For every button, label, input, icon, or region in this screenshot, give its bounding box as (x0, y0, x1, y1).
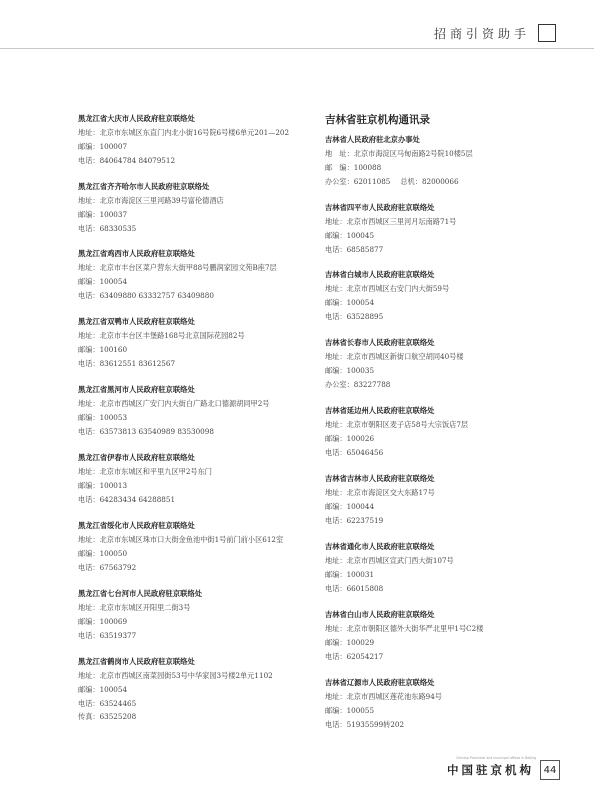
phone-line (325, 243, 565, 257)
field-label: 电话： (325, 583, 347, 593)
postcode-line (325, 296, 565, 310)
office-name: 吉林省延边州人民政府驻京联络处 (325, 406, 435, 415)
office-name: 吉林省辽源市人民政府驻京联络处 (325, 678, 435, 687)
address-line (78, 465, 318, 479)
field-value: 北京市西城区南菜园街53号中华家园3号楼2单元1102 (99, 671, 273, 680)
phone-line (78, 357, 318, 371)
office-name: 黑龙江省齐齐哈尔市人民政府驻京联络处 (78, 182, 210, 191)
field-value: 68585877 (346, 244, 384, 254)
address-line (325, 486, 565, 500)
address-line (78, 126, 318, 140)
office-entry (78, 655, 318, 724)
fax-line (78, 710, 318, 724)
field-value: 100031 (346, 569, 375, 579)
field-value: 65046456 (346, 447, 384, 457)
field-value: 北京市东城区珠市口大街金鱼池中街1号前门前小区612室 (99, 535, 284, 544)
field-label: 地址： (78, 603, 100, 612)
field-label: 电话： (78, 155, 100, 165)
header-title: 招商引资助手 (433, 26, 530, 41)
field-value: 北京市海淀区交大东路17号 (346, 488, 435, 497)
office-entry (78, 451, 318, 506)
field-label: 邮编： (78, 209, 100, 219)
field-value: 北京市朝阳区麦子店58号大宗饭店7层 (346, 420, 469, 429)
office-phone-line (325, 378, 565, 392)
field-label: 电话： (78, 358, 100, 368)
field-value: 63573813 63540989 83530098 (99, 426, 214, 436)
phone-line (325, 718, 565, 732)
field-label: 邮编： (325, 637, 347, 647)
phone-line (78, 425, 318, 439)
field-value: 63519377 (99, 630, 137, 640)
postcode-line (325, 229, 565, 243)
field-value: 63525208 (99, 712, 137, 722)
office-entry (78, 587, 318, 642)
field-label: 邮编： (78, 684, 100, 694)
phone-line (78, 289, 318, 303)
office-name: 吉林省通化市人民政府驻京联络处 (325, 542, 435, 551)
office-name: 黑龙江省七台河市人民政府驻京联络处 (78, 589, 203, 598)
field-label: 邮编： (325, 433, 347, 443)
field-label: 邮编： (78, 412, 100, 422)
field-value: 100029 (346, 637, 375, 647)
field-label: 电话： (78, 426, 100, 436)
phone-line (325, 514, 565, 528)
address-line (325, 690, 565, 704)
address-line (78, 669, 318, 683)
office-name: 黑龙江省双鸭市人民政府驻京联络处 (78, 317, 195, 326)
postcode-line (325, 432, 565, 446)
phone-line (78, 493, 318, 507)
address-line (325, 554, 565, 568)
field-label: 办公室： (325, 176, 354, 186)
field-label: 地址： (78, 128, 100, 137)
address-line (78, 601, 318, 615)
address-line (78, 329, 318, 343)
field-value: 66015808 (346, 583, 384, 593)
field-value: 62237519 (346, 515, 384, 525)
field-label: 邮编： (78, 616, 100, 626)
office-entry (78, 315, 318, 370)
field-value: 64283434 64288851 (99, 494, 176, 504)
field-label: 电话： (325, 311, 347, 321)
field-value: 68330535 (99, 223, 137, 233)
field-label: 电话： (325, 244, 347, 254)
office-name: 黑龙江省伊春市人民政府驻京联络处 (78, 453, 195, 462)
footer-note-text: Chinese Provincial and municipal offices in Beijing (456, 756, 536, 760)
field-label: 电话： (78, 494, 100, 504)
office-phone-line (325, 175, 565, 189)
field-label: 电话： (325, 515, 347, 525)
postcode-line (78, 411, 318, 425)
field-value: 北京市丰台区丰堡路168号北京国际花园82号 (99, 331, 245, 340)
field-value: 100050 (99, 548, 128, 558)
office-entry (325, 336, 565, 391)
office-name: 黑龙江省绥化市人民政府驻京联络处 (78, 521, 195, 530)
field-label: 地址： (78, 467, 100, 476)
field-value: 100054 (99, 276, 128, 286)
field-label: 地 址： (325, 149, 354, 158)
field-label: 地址： (325, 284, 347, 293)
field-label: 邮编： (78, 480, 100, 490)
phone-line (325, 582, 565, 596)
field-value: 100088 (353, 162, 382, 172)
address-line (325, 622, 565, 636)
field-label: 电话： (78, 223, 100, 233)
field-value: 63409880 63332757 63409880 (99, 290, 214, 300)
phone-line (78, 222, 318, 236)
phone-line (78, 154, 318, 168)
postcode-line (78, 615, 318, 629)
field-label: 地址： (325, 692, 347, 701)
office-name: 吉林省白山市人民政府驻京联络处 (325, 610, 435, 619)
office-entry (325, 404, 565, 459)
field-value: 63528895 (346, 311, 384, 321)
office-name: 吉林省人民政府驻北京办事处 (325, 135, 420, 144)
field-value: 100069 (99, 616, 128, 626)
address-line (325, 418, 565, 432)
phone-line (78, 697, 318, 711)
field-label: 邮编： (325, 569, 347, 579)
field-value: 100037 (99, 209, 128, 219)
postcode-line (78, 275, 318, 289)
phone-line (325, 446, 565, 460)
field-label: 邮编： (78, 548, 100, 558)
field-value: 100035 (346, 365, 375, 375)
office-name: 黑龙江省鹤岗市人民政府驻京联络处 (78, 657, 195, 666)
office-entry (78, 519, 318, 574)
field-label: 传真： (78, 712, 100, 722)
office-entry (325, 133, 565, 188)
office-entry (325, 608, 565, 663)
field-value: 100026 (346, 433, 375, 443)
field-label: 电话： (325, 651, 347, 661)
address-line (78, 533, 318, 547)
address-line (325, 147, 565, 161)
section-title: 吉林省驻京机构通讯录 (325, 114, 430, 126)
field-label: 邮编： (78, 276, 100, 286)
page-number: 44 (540, 760, 560, 780)
field-label: 电话： (78, 630, 100, 640)
field-value: 51935599转202 (346, 719, 405, 729)
field-label: 地址： (78, 263, 100, 272)
field-value: 100054 (99, 684, 128, 694)
postcode-line (78, 343, 318, 357)
field-value: 北京市朝阳区德外大街华严北里甲1号C2楼 (346, 624, 484, 633)
office-entry (325, 201, 565, 256)
address-line (325, 350, 565, 364)
field-value: 100053 (99, 412, 128, 422)
field-value: 63524465 (99, 698, 137, 708)
postcode-line (78, 479, 318, 493)
field-label: 地址： (325, 420, 347, 429)
address-line (78, 397, 318, 411)
field-value: 67563792 (99, 562, 137, 572)
field-value: 100045 (346, 230, 375, 240)
field-value: 北京市东城区开阳里二街3号 (99, 603, 191, 612)
field-value: 北京市西城区右安门内大街59号 (346, 284, 450, 293)
field-label: 电话： (325, 447, 347, 457)
address-line (78, 261, 318, 275)
postcode-line (325, 500, 565, 514)
field-label: 地址： (78, 196, 100, 205)
postcode-line (78, 683, 318, 697)
field-value: 100013 (99, 480, 128, 490)
postcode-line (325, 636, 565, 650)
postcode-line (325, 704, 565, 718)
footer-small-note (456, 756, 536, 760)
field-label: 电话： (325, 719, 347, 729)
phone-line (78, 629, 318, 643)
field-value: 北京市东城区东直门内北小街16号院6号楼6单元201—202 (99, 128, 290, 137)
office-name: 黑龙江省鸡西市人民政府驻京联络处 (78, 249, 195, 258)
field-value: 100055 (346, 705, 375, 715)
address-line (325, 282, 565, 296)
field-label: 地址： (78, 671, 100, 680)
field-value: 北京市海淀区马甸南路2号院10楼5层 (353, 149, 473, 158)
field-label: 地址： (325, 488, 347, 497)
address-line (78, 194, 318, 208)
field-label: 总机： (400, 176, 422, 186)
phone-line (325, 310, 565, 324)
office-entry (325, 540, 565, 595)
field-label: 电话： (78, 562, 100, 572)
field-label: 邮编： (325, 230, 347, 240)
office-name: 吉林省白城市人民政府驻京联络处 (325, 270, 435, 279)
office-entry (325, 676, 565, 731)
field-label: 地址： (325, 217, 347, 226)
office-entry (325, 472, 565, 527)
field-label: 地址： (325, 556, 347, 565)
field-value: 83227788 (353, 379, 391, 389)
field-value: 北京市丰台区菜户营东大街甲88号鹏润家园文苑B座7层 (99, 263, 277, 272)
address-line (325, 215, 565, 229)
header-divider (0, 48, 594, 49)
office-name: 黑龙江省大庆市人民政府驻京联络处 (78, 114, 195, 123)
field-label: 地址： (78, 331, 100, 340)
phone-line (78, 561, 318, 575)
office-entry (78, 247, 318, 302)
field-label: 邮编： (325, 501, 347, 511)
office-entry (78, 383, 318, 438)
field-label: 邮 编： (325, 162, 354, 172)
field-value: 100054 (346, 297, 375, 307)
field-label: 邮编： (325, 365, 347, 375)
field-value: 100044 (346, 501, 375, 511)
field-value: 北京市西城区广安门内大街白广路北口德源胡同甲2号 (99, 399, 270, 408)
field-label: 电话： (78, 698, 100, 708)
field-value: 84064784 84079512 (99, 155, 176, 165)
postcode-line (325, 568, 565, 582)
postcode-line (78, 140, 318, 154)
office-name: 吉林省吉林市人民政府驻京联络处 (325, 474, 435, 483)
field-label: 地址： (78, 535, 100, 544)
field-label: 办公室： (325, 379, 354, 389)
field-value: 83612551 83612567 (99, 358, 176, 368)
field-value: 北京市西城区新街口航空胡同40号楼 (346, 352, 464, 361)
office-entry (78, 180, 318, 235)
office-name: 吉林省四平市人民政府驻京联络处 (325, 203, 435, 212)
field-value: 北京市西城区莲花池东路94号 (346, 692, 442, 701)
field-label: 地址： (325, 624, 347, 633)
field-value: 100160 (99, 344, 128, 354)
field-label: 邮编： (325, 705, 347, 715)
header-bar (434, 22, 556, 44)
field-label: 地址： (325, 352, 347, 361)
field-value: 82000066 (421, 176, 459, 186)
field-label: 邮编： (78, 344, 100, 354)
postcode-line (78, 208, 318, 222)
office-name: 吉林省长春市人民政府驻京联络处 (325, 338, 435, 347)
field-value: 北京市海淀区三里河路39号富伦德酒店 (99, 196, 224, 205)
postcode-line (325, 161, 565, 175)
field-value: 100007 (99, 141, 128, 151)
footer-title: 中国驻京机构 (447, 763, 534, 777)
header-square-icon (538, 24, 556, 42)
postcode-line (78, 547, 318, 561)
office-entry (78, 112, 318, 167)
field-label: 地址： (78, 399, 100, 408)
postcode-line (325, 364, 565, 378)
field-value: 北京市西城区三里河月坛南路71号 (346, 217, 457, 226)
field-value: 62011085 (353, 176, 391, 186)
field-value: 北京市西城区宣武门西大街107号 (346, 556, 454, 565)
field-value: 62054217 (346, 651, 384, 661)
field-value: 北京市东城区和平里九区甲2号东门 (99, 467, 212, 476)
field-label: 电话： (78, 290, 100, 300)
field-label: 邮编： (325, 297, 347, 307)
office-name: 黑龙江省黑河市人民政府驻京联络处 (78, 385, 195, 394)
phone-line (325, 650, 565, 664)
field-label: 邮编： (78, 141, 100, 151)
office-entry (325, 268, 565, 323)
